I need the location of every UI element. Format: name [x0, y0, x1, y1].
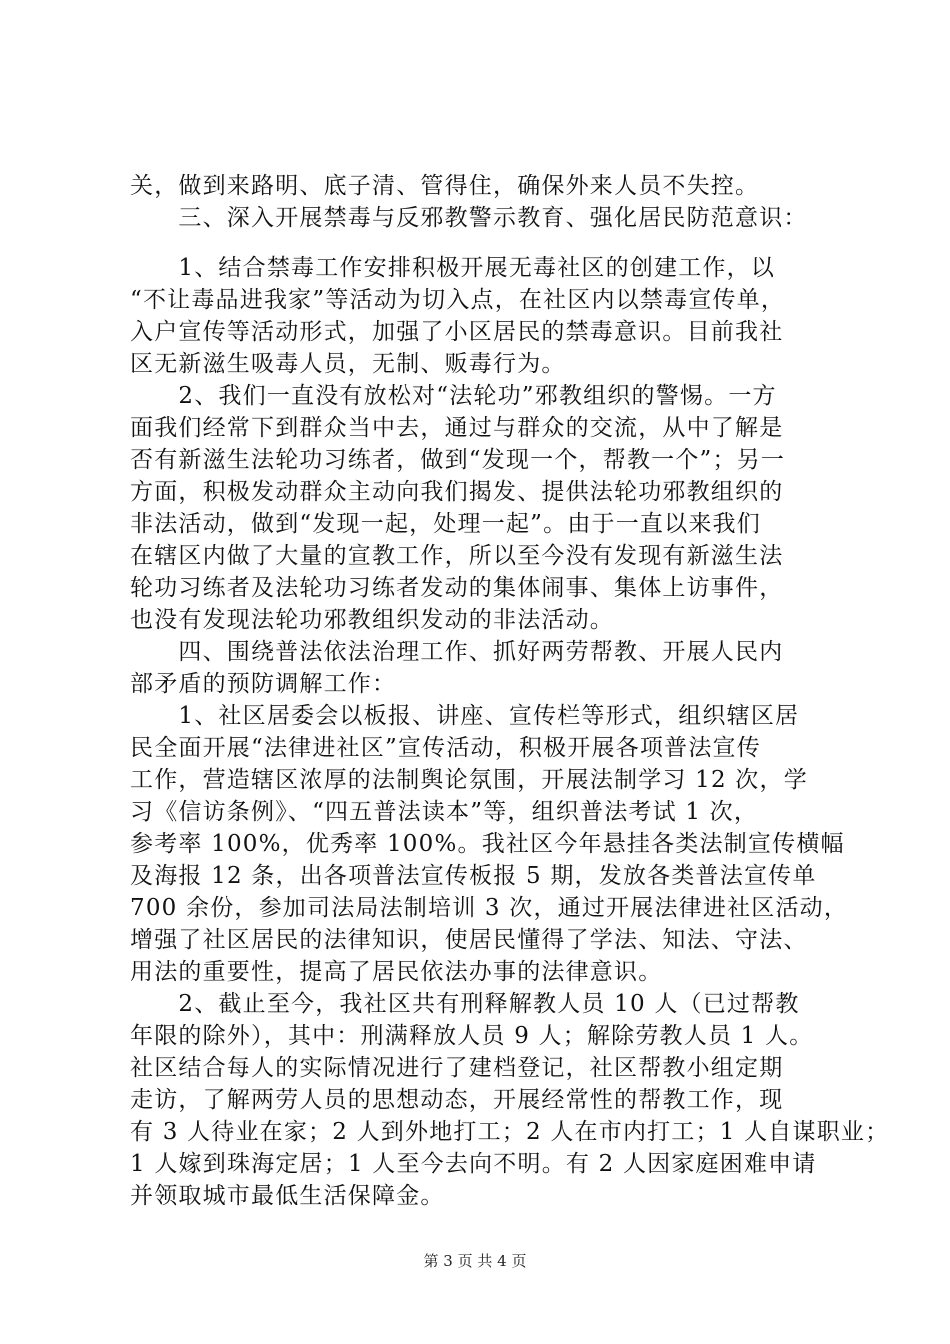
text-line: 方面，积极发动群众主动向我们揭发、提供法轮功邪教组织的: [130, 479, 784, 505]
text-line: 2、截止至今，我社区共有刑释解教人员 10 人（已过帮教: [130, 991, 800, 1017]
text-line: 关，做到来路明、底子清、管得住，确保外来人员不失控。: [130, 173, 760, 199]
section-heading: 四、围绕普法依法治理工作、抓好两劳帮教、开展人民内: [130, 639, 784, 665]
text-line: 及海报 12 条，出各项普法宣传板报 5 期，发放各类普法宣传单: [130, 863, 817, 889]
text-line: 700 余份，参加司法局法制培训 3 次，通过开展法律进社区活动，: [130, 895, 849, 921]
text-line: “不让毒品进我家”等活动为切入点，在社区内以禁毒宣传单，: [130, 287, 786, 313]
page-footer: 第 3 页 共 4 页: [423, 1252, 527, 1270]
text-line: 部矛盾的预防调解工作：: [130, 671, 397, 697]
blank-line: [130, 234, 830, 252]
text-line: 轮功习练者及法轮功习练者发动的集体闹事、集体上访事件，: [130, 575, 784, 601]
text-line: 年限的除外），其中：刑满释放人员 9 人；解除劳教人员 1 人。: [130, 1023, 814, 1049]
text-line: 1、结合禁毒工作安排积极开展无毒社区的创建工作，以: [130, 255, 776, 281]
text-line: 否有新滋生法轮功习练者，做到“发现一个，帮教一个”；另一: [130, 447, 786, 473]
text-line: 面我们经常下到群众当中去，通过与群众的交流，从中了解是: [130, 415, 784, 441]
text-line: 习《信访条例》、“四五普法读本”等，组织普法考试 1 次，: [130, 799, 759, 825]
text-line: 在辖区内做了大量的宣教工作，所以至今没有发现有新滋生法: [130, 543, 784, 569]
text-line: 入户宣传等活动形式，加强了小区居民的禁毒意识。目前我社: [130, 319, 784, 345]
text-line: 2、我们一直没有放松对“法轮功”邪教组织的警惕。一方: [130, 383, 777, 409]
text-line: 有 3 人待业在家；2 人到外地打工；2 人在市内打工；1 人自谋职业；: [130, 1119, 890, 1145]
section-heading: 三、深入开展禁毒与反邪教警示教育、强化居民防范意识：: [130, 205, 808, 231]
text-line: 非法活动，做到“发现一起，处理一起”。由于一直以来我们: [130, 511, 761, 537]
text-line: 区无新滋生吸毒人员，无制、贩毒行为。: [130, 351, 566, 377]
text-line: 1、社区居委会以板报、讲座、宣传栏等形式，组织辖区居: [130, 703, 800, 729]
document-body: [130, 170, 890, 1212]
text-line: 民全面开展“法律进社区”宣传活动，积极开展各项普法宣传: [130, 735, 761, 761]
text-line: 社区结合每人的实际情况进行了建档登记，社区帮教小组定期: [130, 1055, 784, 1081]
text-line: 走访，了解两劳人员的思想动态，开展经常性的帮教工作，现: [130, 1087, 784, 1113]
text-line: 并领取城市最低生活保障金。: [130, 1183, 445, 1209]
text-line: 参考率 100%，优秀率 100%。我社区今年悬挂各类法制宣传横幅: [130, 831, 845, 857]
text-line: 增强了社区居民的法律知识，使居民懂得了学法、知法、守法、: [130, 927, 808, 953]
text-line: 用法的重要性，提高了居民依法办事的法律意识。: [130, 959, 663, 985]
text-line: 1 人嫁到珠海定居；1 人至今去向不明。有 2 人因家庭困难申请: [130, 1151, 817, 1177]
text-line: 工作，营造辖区浓厚的法制舆论氛围，开展法制学习 12 次，学: [130, 767, 808, 793]
text-line: 也没有发现法轮功邪教组织发动的非法活动。: [130, 607, 614, 633]
